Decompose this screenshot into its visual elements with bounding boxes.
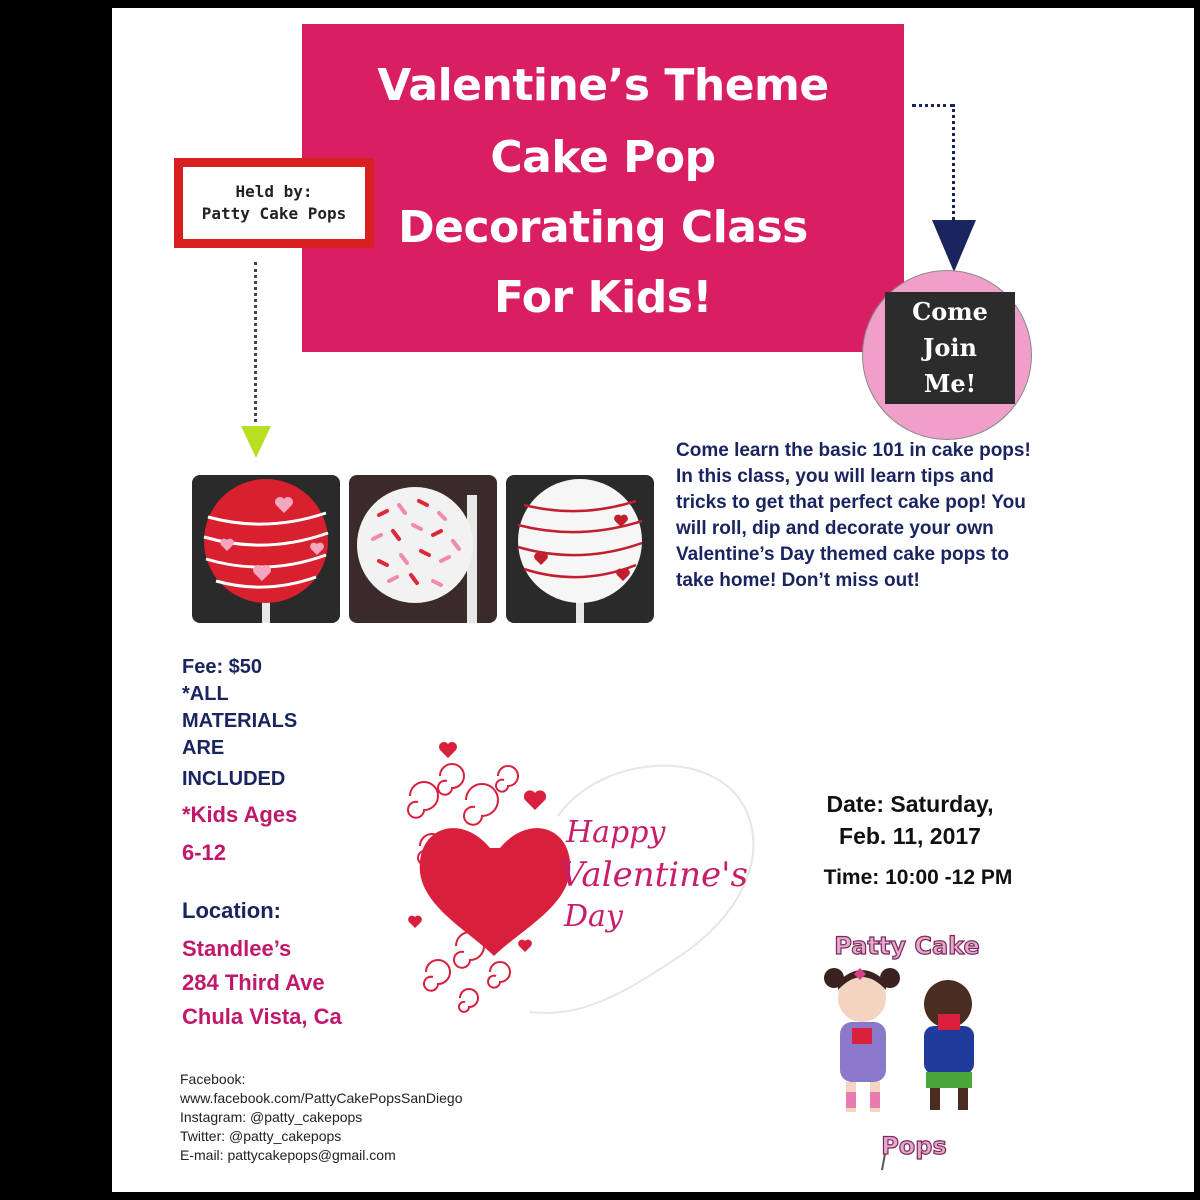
patty-cake-pops-logo <box>812 924 1002 1174</box>
cake-pop-sprinkles-icon <box>349 475 497 623</box>
facebook-label: Facebook: <box>180 1071 246 1087</box>
title-line-3: Decorating Class <box>398 202 808 253</box>
happy-valentines-art <box>380 736 766 1026</box>
street-address: 284 Third Ave <box>182 970 325 995</box>
venue-name: Standlee’s <box>182 936 292 961</box>
class-description: Come learn the basic 101 in cake pops! In this class, you will learn tips and tricks to get that perfect cake pop! You will roll, dip and decorate your own Valentine’s Day themed cake pops to take home! Don’t miss out! <box>676 440 1031 591</box>
cake-pop-red-icon <box>192 475 340 623</box>
join-box <box>885 292 1015 404</box>
flyer-page <box>112 8 1194 1192</box>
valentine-text-happy: Happy <box>566 815 666 850</box>
logo-art <box>812 924 1002 1174</box>
date-line-2: Feb. 11, 2017 <box>839 823 981 849</box>
fee-text: Fee: $50 <box>182 656 263 678</box>
age-details <box>182 796 297 872</box>
event-date <box>780 788 1040 852</box>
title-banner <box>302 24 904 352</box>
cake-pop-photo-1 <box>192 475 340 623</box>
dotted-connector-left <box>254 262 257 422</box>
contact-info <box>180 1070 462 1165</box>
facebook-url: www.facebook.com/PattyCakePopsSanDiego <box>180 1090 463 1106</box>
location-label: Location: <box>182 898 281 923</box>
logo-top-text: Patty Cake <box>834 932 980 960</box>
email-address: E-mail: pattycakepops@gmail.com <box>180 1147 396 1163</box>
cake-pop-photo-3 <box>506 475 654 623</box>
title-line-1: Valentine’s Theme <box>377 60 829 111</box>
instagram-handle: Instagram: @patty_cakepops <box>180 1109 363 1125</box>
cake-pop-white-icon <box>506 475 654 623</box>
navy-arrow-icon <box>930 218 978 274</box>
join-line-2: Join <box>923 333 977 362</box>
event-time: Time: 10:00 -12 PM <box>823 866 1013 889</box>
held-by-box <box>174 158 374 248</box>
title-line-4: For Kids! <box>494 272 712 323</box>
held-by-label: Held by: <box>235 182 313 201</box>
valentine-text-valentines: Valentine's <box>560 855 748 895</box>
ages-line-2: 6-12 <box>182 840 227 865</box>
held-by-name: Patty Cake Pops <box>201 204 347 223</box>
date-line-1: Date: Saturday, <box>826 791 994 817</box>
materials-line-4: INCLUDED <box>182 768 286 790</box>
materials-line-3: ARE <box>182 737 225 759</box>
ages-line-1: *Kids Ages <box>182 802 298 827</box>
valentine-text-day: Day <box>564 899 623 934</box>
materials-line-1: *ALL <box>182 683 229 705</box>
logo-bottom-text: Pops <box>881 1132 947 1160</box>
lime-arrow-icon <box>240 424 272 460</box>
cake-pop-photo-2 <box>349 475 497 623</box>
location-address <box>182 932 342 1034</box>
twitter-handle: Twitter: @patty_cakepops <box>180 1128 342 1144</box>
join-line-1: Come <box>912 297 988 326</box>
city-state: Chula Vista, Ca <box>182 1004 342 1029</box>
fee-details <box>182 654 297 793</box>
dotted-connector-right-v <box>952 104 955 220</box>
title-line-2: Cake Pop <box>490 132 716 183</box>
join-line-3: Me! <box>923 369 977 398</box>
materials-line-2: MATERIALS <box>182 710 298 732</box>
dotted-connector-right-h <box>912 104 954 107</box>
